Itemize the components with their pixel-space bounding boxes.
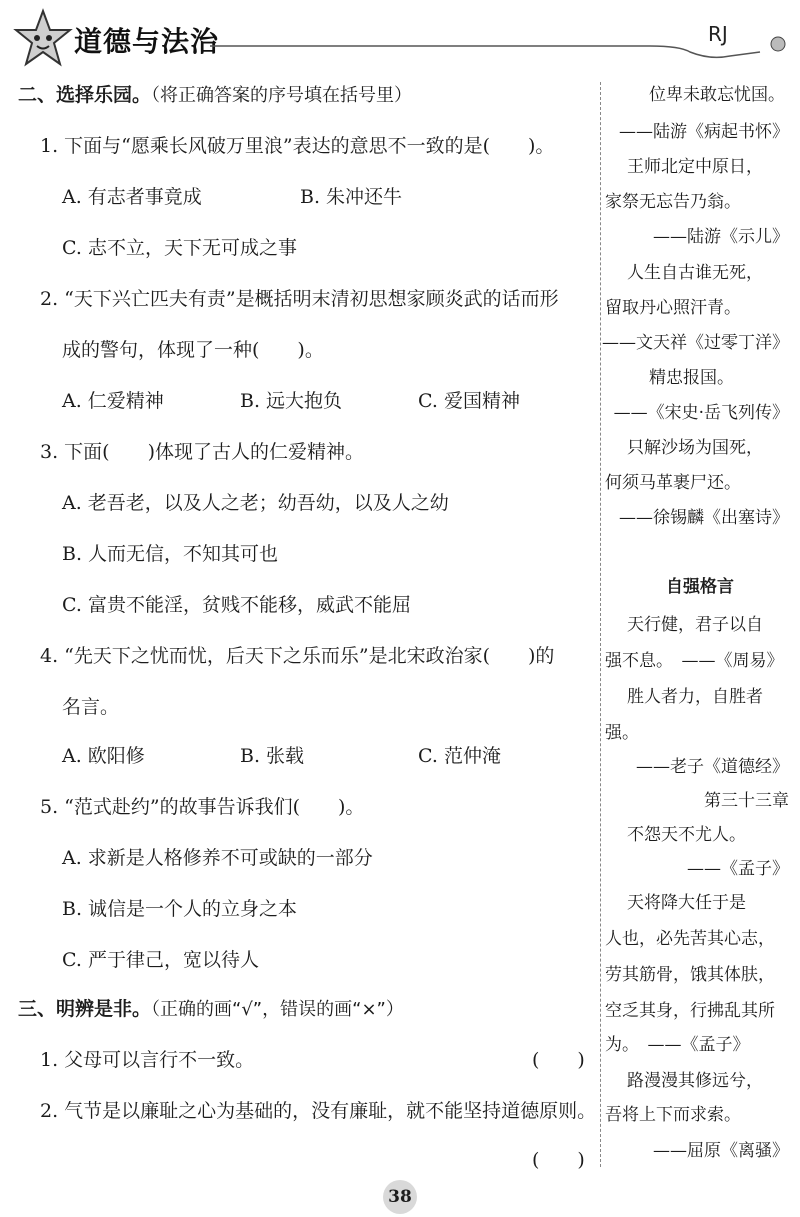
- sidebar-attribution: ——徐锡麟《出塞诗》: [619, 508, 789, 528]
- star-mascot-icon: [12, 8, 74, 70]
- sidebar-line: 吾将上下而求索。: [605, 1105, 741, 1125]
- sidebar-attribution: ——《宋史·岳飞列传》: [613, 403, 789, 423]
- subject-title: 道德与法治: [74, 25, 220, 58]
- judgement-answer-1[interactable]: ( ): [532, 1049, 585, 1071]
- question-4-option-c: C. 范仲淹: [418, 745, 501, 767]
- question-1-option-a: A. 有志者事竟成: [62, 186, 202, 208]
- column-divider: [600, 82, 601, 1167]
- question-5-option-a: A. 求新是人格修养不可或缺的一部分: [62, 847, 373, 869]
- sidebar-line: 人也，必先苦其心志，: [605, 929, 775, 949]
- section-2-title: 二、选择乐园。: [18, 84, 152, 106]
- sidebar-line: 留取丹心照汗青。: [605, 298, 741, 318]
- sidebar-line: 家祭无忘告乃翁。: [605, 192, 741, 212]
- question-1-option-b: B. 朱冲还牛: [300, 186, 403, 208]
- sidebar-attribution: ——陆游《病起书怀》: [619, 122, 789, 142]
- judgement-item-2: 2. 气节是以廉耻之心为基础的，没有廉耻，就不能坚持道德原则。: [40, 1100, 597, 1122]
- page-header: [0, 0, 800, 84]
- sidebar-section-title: 自强格言: [666, 577, 734, 597]
- sidebar-line: 精忠报国。: [649, 368, 734, 388]
- sidebar-line: 不怨天不尤人。: [627, 825, 746, 845]
- sidebar-attribution: 第三十三章: [704, 791, 789, 811]
- sidebar-line: 天将降大任于是: [627, 893, 746, 913]
- sidebar-line: 劳其筋骨，饿其体肤，: [605, 965, 775, 985]
- sidebar-line: 王师北定中原日，: [627, 157, 763, 177]
- question-3-option-a: A. 老吾老，以及人之老；幼吾幼，以及人之幼: [62, 492, 449, 514]
- sidebar-line: 位卑未敢忘忧国。: [649, 85, 785, 105]
- question-5-option-c: C. 严于律己，宽以待人: [62, 949, 259, 971]
- question-3-option-b: B. 人而无信，不知其可也: [62, 543, 279, 565]
- sidebar-line: 胜人者力，自胜者: [627, 687, 763, 707]
- sidebar-attribution: ——屈原《离骚》: [653, 1141, 789, 1161]
- section-2-heading: [18, 80, 412, 107]
- sidebar-line: 只解沙场为国死，: [627, 438, 763, 458]
- question-5-stem: 5. “范式赴约”的故事告诉我们( )。: [40, 796, 365, 818]
- judgement-item-1: 1. 父母可以言行不一致。: [40, 1049, 255, 1071]
- question-2-option-a: A. 仁爱精神: [62, 390, 164, 412]
- section-3-note: （正确的画“√”，错误的画“×”）: [151, 999, 404, 1020]
- question-2-option-c: C. 爱国精神: [418, 390, 520, 412]
- section-3-heading: [18, 994, 404, 1021]
- sidebar-line: 强不息。 ——《周易》: [605, 651, 784, 671]
- sidebar-line: 人生自古谁无死，: [627, 263, 763, 283]
- section-3-title: 三、明辨是非。: [18, 998, 152, 1020]
- edition-label: RJ: [708, 22, 728, 46]
- sidebar-attribution: ——老子《道德经》: [636, 757, 789, 777]
- question-3-stem: 3. 下面( )体现了古人的仁爱精神。: [40, 441, 364, 463]
- sidebar-line: 空乏其身，行拂乱其所: [605, 1001, 775, 1021]
- sidebar-line: 强。: [605, 723, 639, 743]
- sidebar-attribution: ——陆游《示儿》: [653, 227, 789, 247]
- sidebar-attribution: ——文天祥《过零丁洋》: [602, 333, 789, 353]
- sidebar-line: 为。 ——《孟子》: [605, 1035, 750, 1055]
- question-4-option-a: A. 欧阳修: [62, 745, 145, 767]
- page-number: 38: [383, 1180, 417, 1214]
- question-3-option-c: C. 富贵不能淫，贫贱不能移，威武不能屈: [62, 594, 411, 616]
- sidebar-line: 何须马革裹尸还。: [605, 473, 741, 493]
- sidebar-line: 天行健，君子以自: [627, 615, 763, 635]
- question-4-stem-line-1: 4. “先天下之忧而忧，后天下之乐而乐”是北宋政治家( )的: [40, 645, 555, 667]
- sidebar-line: 路漫漫其修远兮，: [627, 1071, 763, 1091]
- question-5-option-b: B. 诚信是一个人的立身之本: [62, 898, 298, 920]
- question-4-option-b: B. 张载: [240, 745, 305, 767]
- judgement-answer-2[interactable]: ( ): [532, 1149, 585, 1171]
- question-1-stem: 1. 下面与“愿乘长风破万里浪”表达的意思不一致的是( )。: [40, 135, 555, 157]
- question-2-stem-line-1: 2. “天下兴亡匹夫有责”是概括明末清初思想家顾炎武的话而形: [40, 288, 559, 310]
- question-2-stem-line-2: 成的警句，体现了一种( )。: [62, 339, 324, 361]
- question-2-option-b: B. 远大抱负: [240, 390, 343, 412]
- section-2-note: （将正确答案的序号填在括号里）: [151, 85, 413, 106]
- question-4-stem-line-2: 名言。: [62, 696, 120, 718]
- sidebar-attribution: ——《孟子》: [687, 859, 789, 879]
- question-1-option-c: C. 志不立，天下无可成之事: [62, 237, 297, 259]
